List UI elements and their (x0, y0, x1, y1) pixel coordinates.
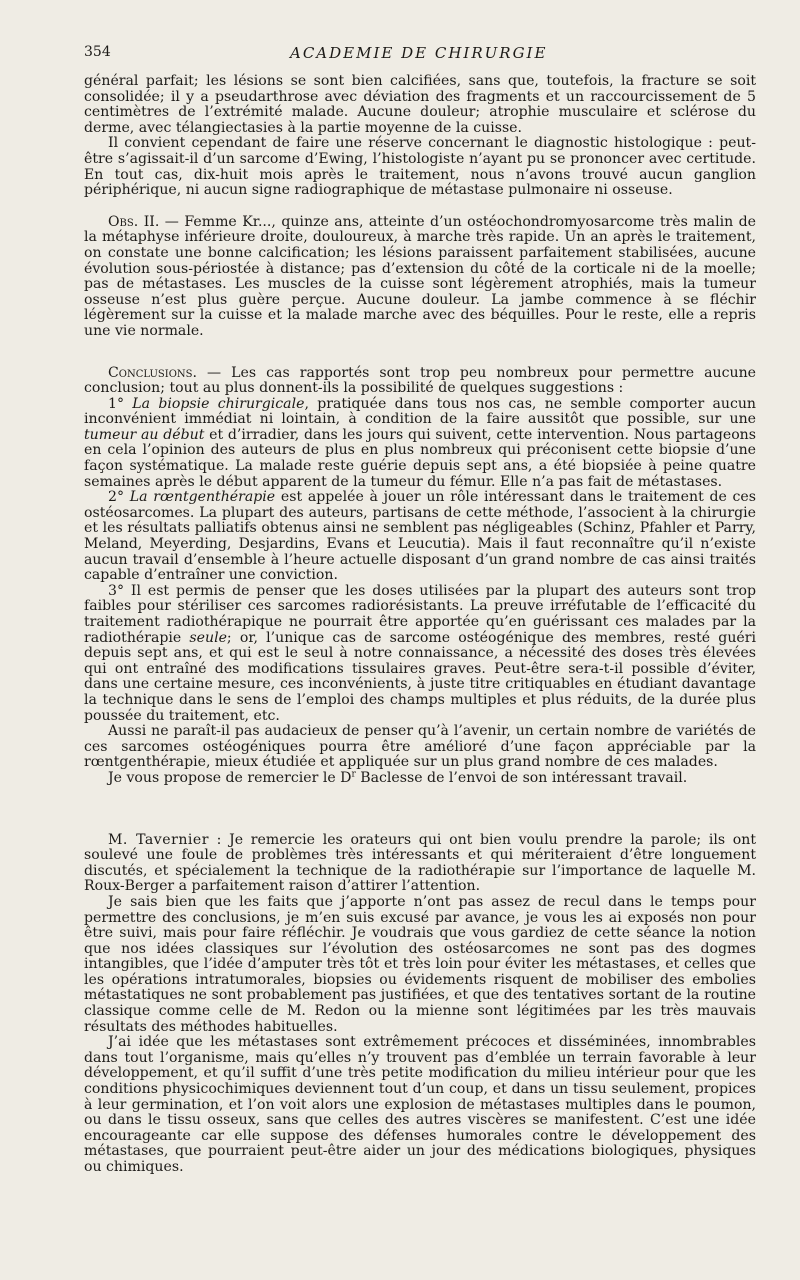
observation-2 (84, 215, 756, 340)
conclusions-intro-text: — Les cas rapportés sont trop peu nombreux pour permettre aucune conclusion; tout au plus donnent-ils la possibilité de quelques suggestions : (84, 364, 756, 397)
item-emphasis: seule (189, 629, 227, 646)
page-number: 354 (84, 44, 111, 60)
thanks-text: Je vous propose de remercier le D (108, 769, 352, 786)
paragraph-case-outcome: général parfait; les lésions se sont bien calcifiées, sans que, toutefois, la fracture se soit consolidée; il y a pseudarthrose avec déviation des fragments et un raccourcissement de 5 centimètres de l’extrémité malade. Aucune douleur; atrophie musculaire et sclérose du derme, avec télangiectasies à la partie moyenne de la cuisse. (84, 73, 756, 136)
conclusion-item-1 (84, 397, 756, 491)
item-text: et d’irradier, dans les jours qui suivent, cette intervention. Nous partageons en cela l’opinion des auteurs de plus en plus nombreux qui préconisent cette biopsie d’une façon systématique. La malade reste guérie depuis sept ans, a été biopsiée à peine quatre semaines après le début apparent de la tumeur du fémur. Elle n’a pas fait de métastases. (84, 426, 756, 490)
item-emphasis: tumeur au début (84, 426, 205, 443)
paragraph-histology-reserve: Il convient cependant de faire une réserve concernant le diagnostic histologique : peut-être s’agissait-il d’un sarcome d’Ewing, l’histologiste n’ayant pu se prononcer avec certitude. En tout cas, dix-huit mois après le traitement, nous n’avons trouvé aucun ganglion périphérique, ni aucun signe radiographique de métastase pulmonaire ni osseuse. (84, 135, 756, 199)
item-number: 2° (108, 489, 130, 506)
conclusion-item-3 (84, 584, 756, 724)
item-text: , pratiquée dans tous nos cas, ne semble comporter aucun inconvénient immédiat ni lointain, à condition de la faire aussitôt que possible, sur une (84, 395, 756, 428)
speaker-name: M. Tavernier (108, 831, 209, 848)
item-number: 3° (108, 582, 131, 599)
text-body (84, 74, 756, 1176)
paragraph-thanks (84, 771, 756, 787)
item-title: La rœntgenthérapie (129, 489, 276, 506)
tavernier-reply (84, 833, 756, 895)
observation-label: Obs. II. (108, 213, 160, 230)
conclusions-label: Conclusions. (108, 364, 197, 381)
conclusion-item-2 (84, 490, 756, 584)
tavernier-paragraph-2: Je sais bien que les faits que j’apporte n’ont pas assez de recul dans le temps pour permettre des conclusions, je m’en suis excusé par avance, je vous les ai exposés non pour être suivi, mais pour faire réfléchir. Je voudrais que vous gardiez de cette séance la notion que nos idées classiques sur l’évolution des ostéosarcomes ne sont pas des dogmes intangibles, que l’idée d’amputer très tôt et très loin pour éviter les métastases, et celles que les opérations intratumorales, biopsies ou évidements risquent de mobiliser des embolies métastatiques ne sont probablement pas justifiées, et que des tentatives sortant de la routine classique comme celle de M. Redon ou la mienne sont légitimées par les très mauvais résultats des méthodes habituelles. (84, 893, 756, 1035)
thanks-text: Baclesse de l’envoi de son intéressant travail. (355, 769, 688, 786)
running-header (0, 44, 800, 66)
reply-text: : Je remercie les orateurs qui ont bien voulu prendre la parole; ils ont soulevé une foule de problèmes très intéressants et qui mériteraient d’être longuement discutés, et spécialement la technique de la radiothérapie sur l’importance de laquelle M. Roux-Berger a parfaitement raison d’attirer l’attention. (84, 831, 756, 895)
item-text: Il est permis de penser que les doses utilisées par la plupart des auteurs sont trop faibles pour stériliser ces sarcomes radiorésistants. La preuve irréfutable de l’efficacité du traitement radiothérapique ne pourrait être apportée qu’en guérissant ces malades par la radiothérapie (84, 582, 756, 646)
tavernier-paragraph-3: J’ai idée que les métastases sont extrêmement précoces et disséminées, innombrables dans tout l’organisme, mais qu’elles n’y trouvent pas d’emblée un terrain favorable à leur développement, et qu’il suffit d’une très petite modification du milieu intérieur pour que les conditions physicochimiques deviennent tout d’un coup, et dans un tissu seulement, propices à leur germination, et l’on voit alors une explosion de métastases multiples dans le poumon, ou dans le tissu osseux, sans que celles des autres viscères se manifestent. C’est une idée encourageante car elle suppose des défenses humorales contre le développement des métastases, que pourraient peut-être aider un jour des médications biologiques, physiques ou chimiques. (84, 1034, 756, 1175)
conclusions-intro (84, 366, 756, 397)
observation-text: — Femme Kr..., quinze ans, atteinte d’un ostéochondromyosarcome très malin de la métaphyse inférieure droite, douloureux, à marche très rapide. Un an après le traitement, on constate une bonne calcification; les lésions paraissent parfaitement stabilisées, aucune évolution sous-périostée à distance; pas d’extension du côté de la corticale ni de la moelle; pas de métastases. Les muscles de la cuisse sont légèrement atrophiés, mais la tumeur osseuse n’est plus guère perçue. Aucune douleur. La jambe commence à se fléchir légèrement sur la cuisse et la malade marche avec des béquilles. Pour le reste, elle a repris une vie normale. (84, 213, 756, 339)
item-number: 1° (108, 395, 133, 412)
superscript: r (351, 769, 356, 780)
running-title: ACADEMIE DE CHIRURGIE (290, 44, 548, 62)
item-text: est appelée à jouer un rôle intéressant dans le traitement de ces ostéosarcomes. La plupart des auteurs, partisans de cette méthode, l’associent à la chirurgie et les résultats palliatifs obtenus ainsi ne semblent pas négligeables (Schinz, Pfahler et Parry, Meland, Meyerding, Desjardins, Evans et Leucutia). Mais il faut reconnaître qu’il n’existe aucun travail d’ensemble à l’heure actuelle disposant d’un grand nombre de cas ainsi traités capable d’entraîner une conviction. (84, 489, 756, 584)
item-text: ; or, l’unique cas de sarcome ostéogénique des membres, resté guéri depuis sept ans, et qui est le seul à notre connaissance, a nécessité des doses très élevées qui ont entraîné des modifications tissulaires graves. Peut-être sera-t-il possible d’éviter, dans une certaine mesure, ces inconvénients, à juste titre critiquables en étudiant davantage la technique dans le sens de l’emploi des champs multiples et plus réduits, de la durée plus poussée du traitement, etc. (84, 629, 756, 724)
paragraph-future-outlook: Aussi ne paraît-il pas audacieux de penser qu’à l’avenir, un certain nombre de variétés de ces sarcomes ostéogéniques pourra être amélioré d’une façon appréciable par la rœntgenthérapie, mieux étudiée et appliquée sur un plus grand nombre de ces malades. (84, 723, 756, 771)
item-title: La biopsie chirurgicale (132, 395, 305, 412)
